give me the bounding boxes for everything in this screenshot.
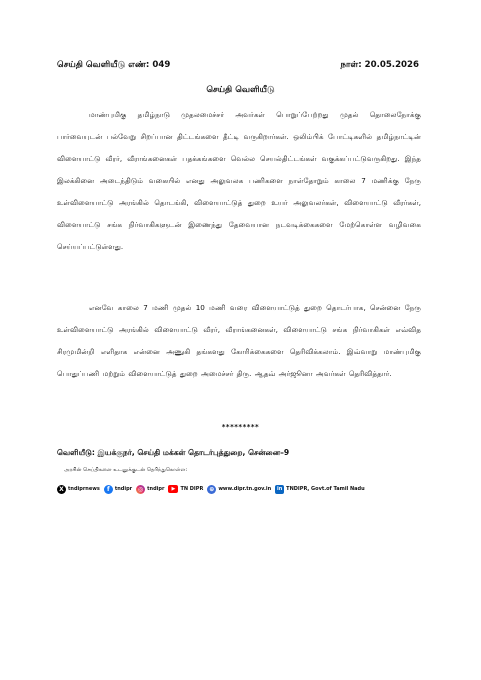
linkedin-icon[interactable]: in: [277, 485, 283, 492]
instagram-icon[interactable]: ◎: [138, 485, 144, 493]
paragraph-2: எனவே காலை 7 மணி முதல் 10 மணி வரை விளையாட்டுத் துறை தொடர்பாக, சென்னை நேரு உள்விளையாட்டு அரங்கில் விளையாட்டு வீரர், வீராங்கனைகள், விளையாட்டு சங்க நிர்வாகிகள் எவ்வித சிரமுமின்றி எளிதாக என்னை அணுகி தங்களது கோரிக்கைகளை தெரிவிக்கலாம். இவ்வாறு மாண்புமிகு பொதுப்பணி மற்றும் விளையாட்டுத் துறை அமைச்சர் திரு. ஆதவ் அர்ஜூனா அவர்கள் தெரிவித்தார்.: [57, 303, 421, 379]
release-date: நாள்: 20.05.2026: [340, 60, 419, 70]
youtube-icon[interactable]: ▶: [168, 485, 178, 493]
facebook-icon[interactable]: f: [104, 485, 113, 494]
social-handle-facebook[interactable]: tndipr: [114, 486, 133, 492]
web-icon[interactable]: ⊕: [209, 485, 215, 493]
x-icon[interactable]: X: [57, 485, 66, 494]
social-handle-youtube[interactable]: TN DIPR: [180, 486, 204, 492]
social-handle-linkedin[interactable]: TNDIPR, Govt.of Tamil Nadu: [286, 486, 365, 492]
release-number: செய்தி வெளியீடு எண்: 049: [57, 60, 171, 70]
separator: *********: [221, 423, 260, 431]
social-handle-x[interactable]: tndiprnews: [68, 486, 100, 492]
footer-subscribe-text: அரசின் செய்திகளை உடனுக்குடன் தெரிந்துகொள்ள:: [64, 467, 188, 473]
footer-release-credit: வெளியீடு: இயக்குநர், செய்தி மக்கள் தொடர்புத்துறை, சென்னை–9: [57, 448, 290, 457]
social-links: [57, 482, 427, 496]
release-title: செய்தி வெளியீடு: [206, 85, 275, 95]
website-link[interactable]: www.dipr.tn.gov.in: [218, 486, 272, 492]
paragraph-1: மாண்புமிகு தமிழ்நாடு முதலமைச்சர் அவர்கள் பொறுப்பேற்றது முதல் தொலைநோக்கு பார்வையுடன் பல்வேறு சிறப்பான திட்டங்களை தீட்டி வருகிறார்கள். ஒலிம்பிக் போட்டிகளில் தமிழ்நாட்டின் விளையாட்டு வீரர், வீராங்கனைகள் பதக்கங்களை வெல்ல செயல்திட்டங்கள் வகுக்கப்பட்டுவருகிறது. இந்த இலக்கினை அடைந்திடும் வகையில் எனது அலுவலக பணிகளை நாள்தோறும் காலை 7 மணிக்கு நேரு உள்விளையாட்டு அரங்கில் தொடங்கி, விளையாட்டுத் துறை உயர் அலுவலர்கள், விளையாட்டு வீரர்கள், விளையாட்டு சங்க நிர்வாகிகளுடன் இணைந்து தேவையான நடவடிக்கைகளை மேற்கொள்ள வழிவகை செய்யப்பட்டுள்ளது.: [57, 110, 421, 252]
social-handle-instagram[interactable]: tndipr: [147, 486, 165, 492]
